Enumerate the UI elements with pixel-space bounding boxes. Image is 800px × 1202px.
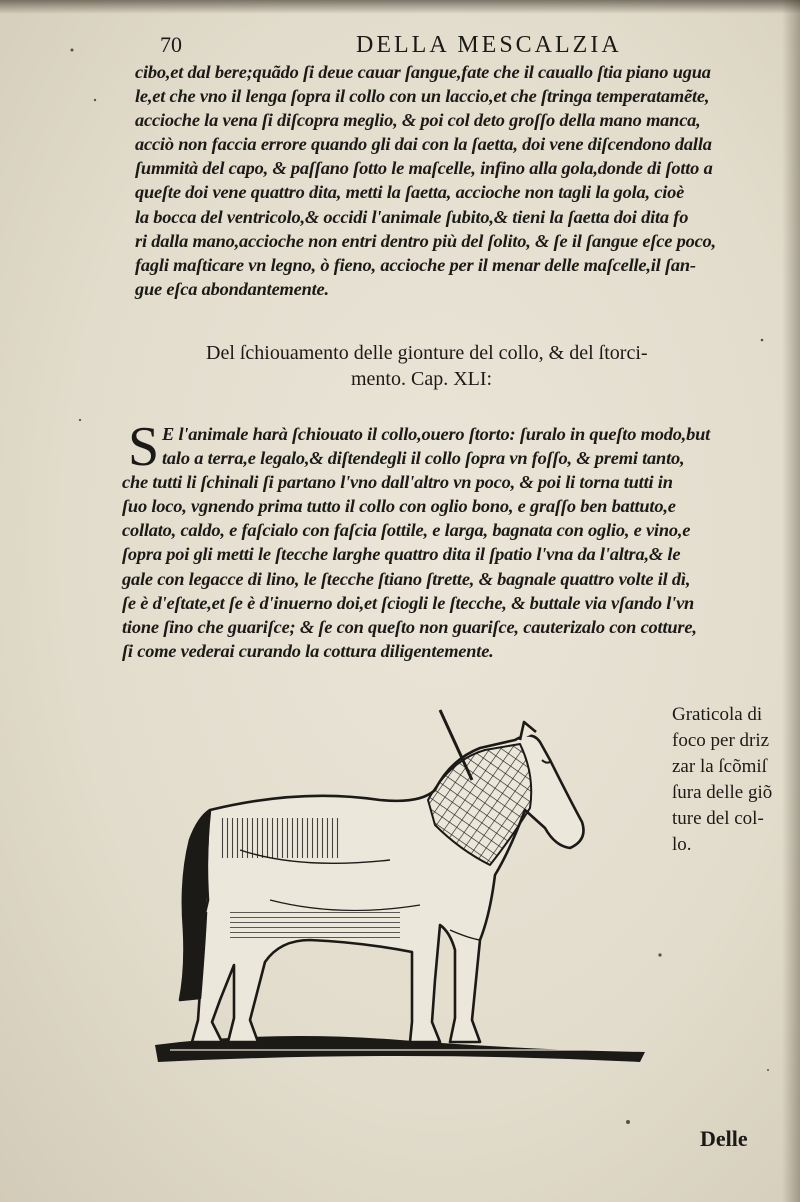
text-line: ri dalla mano,accioche non entri dentro più del ſolito, & ſe il ſangue eſce poco, (135, 230, 716, 251)
horse-woodcut-illustration (150, 700, 650, 1090)
page-number: 70 (160, 32, 182, 57)
paragraph-continuation (135, 60, 716, 301)
text-line: accioche la vena ſi diſcopra meglio, & poi col deto groſſo della mano manca, (135, 110, 701, 131)
drop-cap: S (128, 416, 160, 478)
text-line: fagli maſticare vn legno, ò fieno, accioche per il menar delle maſcelle,il ſan- (135, 254, 696, 275)
text-line: queſte doi vene quattro dita, metti la ſaetta, accioche non tagli la gola, cioè (135, 182, 685, 203)
text-line: ſopra poi gli metti le ſtecche larghe quattro dita il ſpatio l'vna da l'altra,& le (122, 544, 681, 565)
caption-line: ſura delle giõ (672, 782, 773, 803)
top-edge-shadow (0, 0, 800, 14)
text-line: acciò non faccia errore quando gli dai con la ſaetta, doi vene diſcendono dalla (135, 134, 712, 155)
ink-speck (767, 1069, 769, 1071)
page-header (160, 32, 780, 62)
text-line: tione ſino che guariſce; & ſe con queſto non guariſce, cauterizalo con cotture, (122, 616, 697, 637)
text-line: ſe è d'eſtate,et ſe è d'inuerno doi,et ſciogli le ſtecche, & buttale via vſando l'vn (122, 592, 695, 613)
text-line: ſummità del capo, & paſſano ſotto le maſcelle, infino alla gola,donde di ſotto a (135, 158, 713, 179)
illustration-caption (672, 702, 792, 858)
chapter-title-line: Del ſchiouamento delle gionture del collo, & del ſtorci- (206, 342, 648, 364)
ink-speck (79, 419, 81, 421)
ink-speck (626, 1120, 630, 1124)
text-line: le,et che vno il lenga ſopra il collo con un laccio,et che ſtringa temperatamẽte, (135, 86, 710, 107)
ink-speck (94, 99, 96, 101)
catchword: Delle (700, 1126, 748, 1151)
horse (180, 710, 584, 1042)
text-line: cibo,et dal bere;quãdo ſi deue cauar ſangue,fate che il cauallo ſtia piano ugua (135, 62, 711, 82)
chapter-heading (206, 340, 766, 392)
ink-speck (71, 49, 74, 52)
text-line: gale con legacce di lino, le ſtecche ſtiano ſtrette, & bagnale quattro volte il dì, (122, 568, 691, 589)
caption-line: foco per driz (672, 730, 770, 751)
text-line: collato, caldo, e faſcialo con faſcia ſottile, e larga, bagnata con oglio, e vino,e (122, 520, 691, 541)
text-line: gue eſca abondantemente. (135, 278, 329, 299)
text-line: la bocca del ventricolo,& occidi l'animale ſubito,& tieni la ſaetta doi dita fo (135, 206, 689, 227)
paragraph-chapter-body (122, 416, 711, 663)
chapter-title-line: mento. Cap. XLI: (351, 368, 493, 390)
text-line: ſuo loco, vgnendo prima tutto il collo con oglio bono, e graſſo ben battuto,e (122, 496, 676, 517)
caption-line: Graticola di (672, 704, 763, 725)
text-line: E l'animale harà ſchiouato il collo,ouero ſtorto: ſuralo in queſto modo,but (162, 424, 711, 444)
running-title: DELLA MESCALZIA (356, 32, 622, 58)
text-line: ſi come vederai curando la cottura diligentemente. (122, 640, 494, 661)
right-edge-shadow (782, 0, 800, 1202)
caption-line: ture del col- (672, 808, 764, 829)
caption-line: zar la ſcõmiſ (672, 756, 767, 777)
text-line: talo a terra,e legalo,& diſtendegli il collo ſopra vn foſſo, & premi tanto, (162, 448, 685, 469)
ink-speck (658, 953, 661, 956)
caption-line: lo. (672, 834, 692, 855)
text-line: che tutti li ſchinali ſi partano l'vno dall'altro vn poco, & poi li torna tutti in (122, 472, 673, 493)
